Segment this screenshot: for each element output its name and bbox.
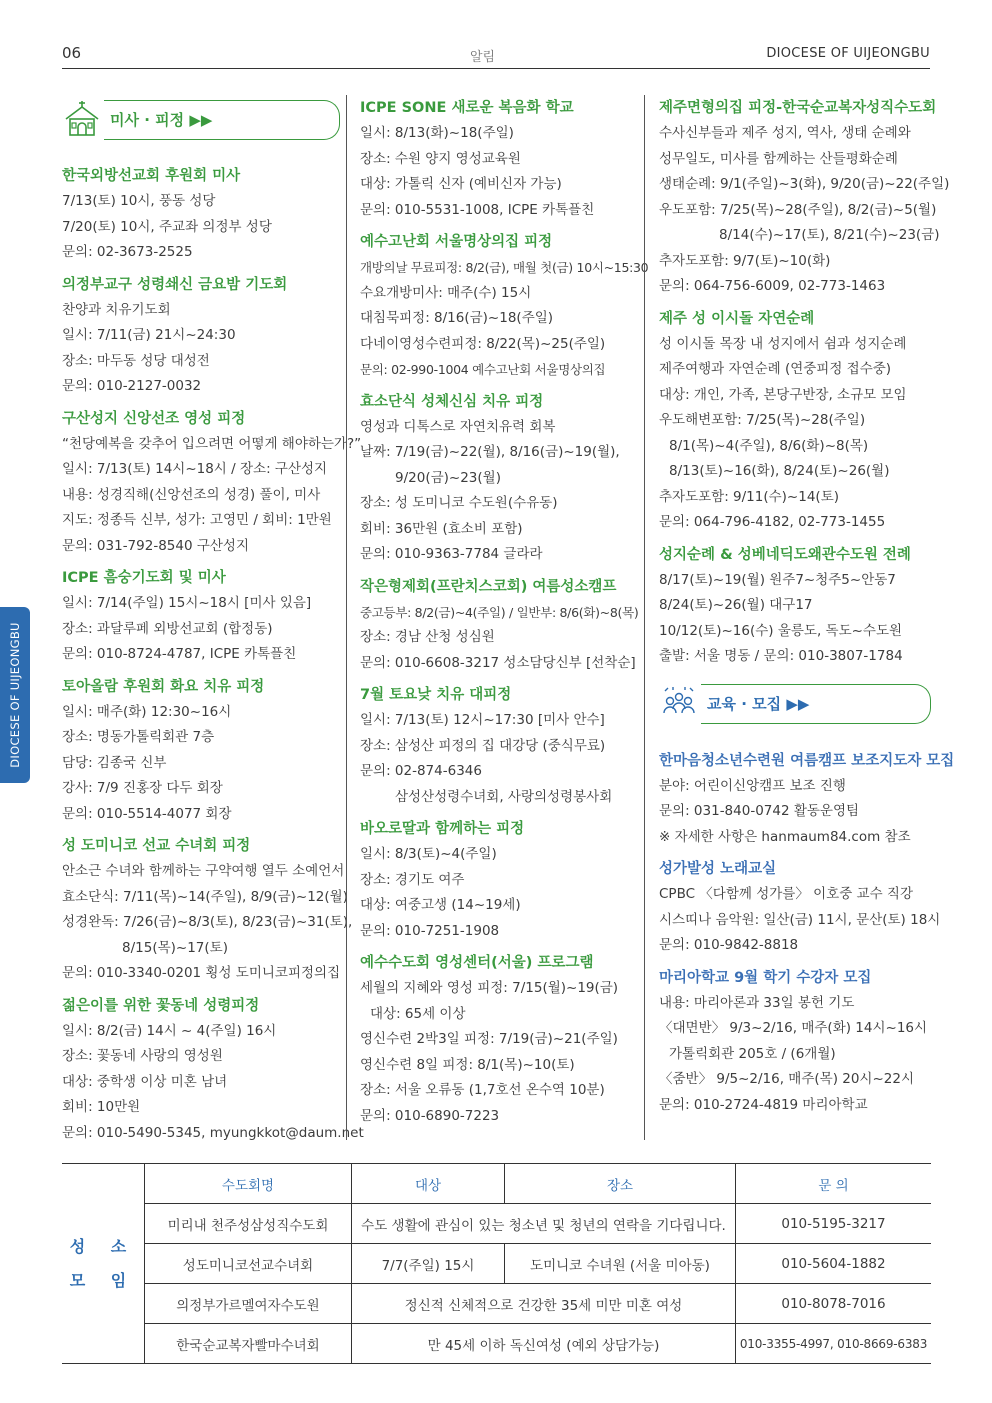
notice-line: 문의: 064-796-4182, 02-773-1455 xyxy=(659,514,886,530)
notice-title: 구산성지 신앙선조 영성 피정 xyxy=(62,410,246,427)
side-label-line-1: 성 소 xyxy=(69,1236,137,1256)
notice-title: 성 도미니코 선교 수녀회 피정 xyxy=(62,838,251,854)
notice-section xyxy=(62,406,362,560)
notice-line: 장소: 과달루페 외방선교회 (합정동) xyxy=(62,620,273,637)
education-recruit-box xyxy=(701,684,931,724)
notice-line: 시스띠나 음악원: 일산(금) 11시, 문산(토) 18시 xyxy=(659,911,941,928)
notice-line: 문의: 010-6890-7223 xyxy=(360,1107,500,1124)
notice-line: 가톨릭회관 205호 / (6개월) xyxy=(669,1045,836,1062)
notice-line: 장소: 성 도미니코 수도원(수유동) xyxy=(360,495,558,511)
column-divider xyxy=(346,95,347,1140)
notice-line: 회비: 36만원 (효소비 포함) xyxy=(360,520,523,537)
notice-line: 문의: 02-990-1004 예수고난회 서울명상의집 xyxy=(360,362,606,377)
table-header-cell: 장소 xyxy=(505,1164,736,1204)
notice-line: 장소: 경기도 여주 xyxy=(360,871,465,888)
notice-line: 문의: 064-756-6009, 02-773-1463 xyxy=(659,278,886,294)
notice-section xyxy=(659,542,931,670)
notice-line: 7/13(토) 10시, 풍동 성당 xyxy=(62,193,216,209)
notice-line: 찬양과 치유기도회 xyxy=(62,301,171,318)
notice-line: 8/15(목)~17(토) xyxy=(122,939,228,956)
header-rule xyxy=(62,68,930,69)
notice-line: 출발: 서울 명동 / 문의: 010-3807-1784 xyxy=(659,648,903,664)
notice-line: 세월의 지혜와 영성 피정: 7/15(월)~19(금) xyxy=(360,980,619,996)
notice-line: 대상: 여중고생 (14~19세) xyxy=(360,897,521,913)
notice-title: 제주면형의집 피정-한국순교복자성직수도회 xyxy=(659,100,937,116)
notice-section xyxy=(62,272,340,400)
church-icon xyxy=(62,99,102,139)
column-1 xyxy=(62,95,364,1152)
notice-line: 일시: 8/2(금) 14시 ~ 4(주일) 16시 xyxy=(62,1022,277,1039)
notice-line: 수요개방미사: 매주(수) 15시 xyxy=(360,284,532,301)
notice-section xyxy=(62,565,340,668)
table-cell-name: 미리내 천주성삼성직수도회 xyxy=(145,1204,352,1244)
col2-sections xyxy=(360,95,649,1129)
notice-section xyxy=(659,95,950,300)
notice-line: 장소: 명동가톨릭회관 7층 xyxy=(62,729,215,745)
column-2 xyxy=(360,95,649,1135)
notice-section xyxy=(659,856,941,959)
notice-line: 문의: 010-3340-0201 횡성 도미니코피정의집 xyxy=(62,965,341,981)
table-cell-place: 도미니코 수녀원 (서울 미아동) xyxy=(505,1244,736,1284)
table-cell-target: 7/7(주일) 15시 xyxy=(352,1244,505,1284)
notice-line: 분야: 어린이신앙캠프 보조 진행 xyxy=(659,777,846,794)
table-cell-name: 성도미니코선교수녀회 xyxy=(145,1244,352,1284)
notice-line: 일시: 7/13(토) 14시~18시 / 장소: 구산성지 xyxy=(62,461,328,477)
table-cell-name: 한국순교복자빨마수녀회 xyxy=(145,1324,352,1364)
notice-line: 〈줌반〉 9/5~2/16, 매주(목) 20시~22시 xyxy=(659,1071,915,1087)
notice-line: 담당: 김종국 신부 xyxy=(62,754,167,771)
side-label-line-2: 모 임 xyxy=(69,1270,137,1290)
notice-title: 제주 성 이시돌 자연순례 xyxy=(659,310,815,327)
notice-line: 일시: 8/13(화)~18(주일) xyxy=(360,125,514,141)
notice-line: 내용: 성경직해(신앙선조의 성경) 풀이, 미사 xyxy=(62,486,321,503)
notice-line: 문의: 010-2724-4819 마리아학교 xyxy=(659,1096,868,1113)
notice-title: 효소단식 성체신심 치유 피정 xyxy=(360,393,544,410)
table-row xyxy=(62,1324,931,1364)
notice-line: 제주여행과 자연순례 (연중피정 접수중) xyxy=(659,361,892,377)
table-cell-contact: 010-5604-1882 xyxy=(736,1244,932,1284)
notice-line: 추자도포함: 9/7(토)~10(화) xyxy=(659,252,831,269)
column-divider xyxy=(644,95,645,1140)
notice-title: 한국외방선교회 후원회 미사 xyxy=(62,168,241,184)
table-cell-detail: 수도 생활에 관심이 있는 청소년 및 청년의 연락을 기다립니다. xyxy=(352,1204,736,1244)
page-number: 06 xyxy=(62,44,82,62)
notice-line: 〈대면반〉 9/3~2/16, 매주(화) 14시~16시 xyxy=(659,1020,928,1036)
notice-line: 영성과 디톡스로 자연치유력 회복 xyxy=(360,418,556,435)
vocation-table xyxy=(62,1163,931,1364)
notice-line: 일시: 7/11(금) 21시~24:30 xyxy=(62,327,236,343)
notice-line: CPBC 〈다함께 성가를〉 이호중 교수 직강 xyxy=(659,886,914,902)
notice-line: 문의: 010-5531-1008, ICPE 카톡플친 xyxy=(360,201,595,218)
notice-line: 일시: 8/3(토)~4(주일) xyxy=(360,846,497,862)
notice-line: 문의: 010-9842-8818 xyxy=(659,937,799,953)
notice-line: 효소단식: 7/11(목)~14(주일), 8/9(금)~12(월) xyxy=(62,888,348,905)
notice-title: 한마음청소년수련원 여름캠프 보조지도자 모집 xyxy=(659,752,955,769)
notice-line: 대상: 중학생 이상 미혼 남녀 xyxy=(62,1073,228,1090)
people-group-icon xyxy=(659,683,699,723)
notice-line: 10/12(토)~16(수) 울릉도, 독도~수도원 xyxy=(659,622,903,639)
notice-line: 내용: 마리아론과 33일 봉헌 기도 xyxy=(659,994,855,1011)
notice-title: 바오로딸과 함께하는 피정 xyxy=(360,821,525,837)
notice-line: 영신수련 8일 피정: 8/1(목)~10(토) xyxy=(360,1056,575,1073)
notice-section xyxy=(62,163,340,266)
notice-title: ICPE 흠숭기도회 및 미사 xyxy=(62,570,226,586)
section-name: 알림 xyxy=(470,50,496,65)
notice-line: 생태순례: 9/1(주일)~3(화), 9/20(금)~22(주일) xyxy=(659,176,950,192)
column-3 xyxy=(659,95,955,1124)
notice-line: 문의: 02-3673-2525 xyxy=(62,244,193,260)
notice-line: 중고등부: 8/2(금)~4(주일) / 일반부: 8/6(화)~8(목) xyxy=(360,604,639,620)
table-header-cell: 문 의 xyxy=(736,1164,932,1204)
notice-section xyxy=(360,229,649,383)
notice-line: ※ 자세한 사항은 hanmaum84.com 참조 xyxy=(659,828,911,845)
notice-line: 다네이영성수련피정: 8/22(목)~25(주일) xyxy=(360,335,606,352)
notice-line: 장소: 꽃동네 사랑의 영성원 xyxy=(62,1048,223,1064)
notice-section xyxy=(659,965,931,1119)
notice-line: 7/20(토) 10시, 주교좌 의정부 성당 xyxy=(62,218,272,235)
notice-line: 문의: 031-792-8540 구산성지 xyxy=(62,537,250,554)
table-header-cell: 수도회명 xyxy=(145,1164,352,1204)
notice-line: 개방의날 무료피정: 8/2(금), 매월 첫(금) 10시~15:30 xyxy=(360,260,649,275)
mass-retreat-label: 미사 · 피정 ▶▶ xyxy=(110,111,213,129)
notice-title: 성가발성 노래교실 xyxy=(659,861,777,877)
notice-line: 장소: 서울 오류동 (1,7호선 온수역 10분) xyxy=(360,1082,605,1098)
notice-line: 날짜: 7/19(금)~22(월), 8/16(금)~19(월), xyxy=(360,444,620,460)
notice-section xyxy=(659,748,955,851)
notice-line: 장소: 삼성산 피정의 집 대강당 (중식무료) xyxy=(360,737,606,754)
table-cell-contact: 010-3355-4997, 010-8669-6383 xyxy=(736,1324,932,1364)
notice-line: 장소: 경남 산청 성심원 xyxy=(360,629,495,645)
col3-sections-a xyxy=(659,95,950,670)
notice-section xyxy=(360,574,639,677)
notice-line: 삼성산성령수녀회, 사랑의성령봉사회 xyxy=(395,788,613,805)
side-tab xyxy=(0,607,30,783)
notice-title: 작은형제회(프란치스코회) 여름성소캠프 xyxy=(360,578,617,595)
notice-line: 대상: 65세 이상 xyxy=(370,1005,466,1022)
notice-line: 성 이시돌 목장 내 성지에서 쉼과 성지순례 xyxy=(659,335,907,352)
notice-line: 문의: 010-2127-0032 xyxy=(62,378,202,394)
notice-title: 토아올람 후원회 화요 치유 피정 xyxy=(62,678,265,695)
notice-line: 문의: 02-874-6346 xyxy=(360,763,482,779)
notice-line: 문의: 010-5514-4077 회장 xyxy=(62,805,232,822)
publisher-name: DIOCESE OF UIJEONGBU xyxy=(766,46,930,61)
notice-line: “천당예복을 갖추어 입으려면 어떻게 해야하는가?” xyxy=(62,435,362,452)
notice-line: 8/14(수)~17(토), 8/21(수)~23(금) xyxy=(719,227,940,243)
notice-section xyxy=(360,389,636,568)
table-cell-contact: 010-8078-7016 xyxy=(736,1284,932,1324)
notice-title: 7월 토요낮 치유 대피정 xyxy=(360,687,512,703)
notice-line: 강사: 7/9 진홍장 다두 회장 xyxy=(62,780,223,796)
notice-line: 장소: 수원 양지 영성교육원 xyxy=(360,150,521,167)
notice-title: 성지순례 & 성베네딕도왜관수도원 전례 xyxy=(659,546,911,563)
notice-line: 8/13(토)~16(화), 8/24(토)~26(월) xyxy=(669,463,890,479)
notice-line: 8/17(토)~19(월) 원주7~청주5~안동7 xyxy=(659,571,896,588)
education-recruit-label: 교육 · 모집 ▶▶ xyxy=(707,694,810,713)
col3-sections-b xyxy=(659,748,955,1119)
notice-line: 장소: 마두동 성당 대성전 xyxy=(62,352,210,369)
notice-section xyxy=(62,674,340,828)
vocation-side-label xyxy=(62,1164,145,1364)
notice-line: 문의: 010-8724-4787, ICPE 카톡플친 xyxy=(62,646,297,662)
notice-section xyxy=(62,993,364,1147)
notice-section xyxy=(360,682,636,810)
side-tab-label: DIOCESE OF UIJEONGBU xyxy=(8,622,22,768)
notice-line: 우도해변포함: 7/25(목)~28(주일) xyxy=(659,412,866,428)
notice-line: 성무일도, 미사를 함께하는 산들평화순례 xyxy=(659,150,898,167)
table-row xyxy=(62,1244,931,1284)
notice-line: 문의: 010-6608-3217 성소담당신부 [선착순] xyxy=(360,654,636,671)
table-row xyxy=(62,1204,931,1244)
notice-line: 회비: 10만원 xyxy=(62,1099,141,1115)
table-cell-detail: 정신적 신체적으로 건강한 35세 미만 미혼 여성 xyxy=(352,1284,736,1324)
notice-line: 추자도포함: 9/11(수)~14(토) xyxy=(659,488,839,505)
notice-line: 우도포함: 7/25(목)~28(주일), 8/2(금)~5(월) xyxy=(659,201,937,218)
table-cell-name: 의정부가르멜여자수도원 xyxy=(145,1284,352,1324)
notice-section xyxy=(62,833,353,987)
notice-line: 일시: 7/14(주일) 15시~18시 [미사 있음] xyxy=(62,595,312,611)
notice-line: 대상: 가톨릭 신자 (예비신자 가능) xyxy=(360,176,562,192)
notice-line: 문의: 010-9363-7784 글라라 xyxy=(360,546,543,562)
notice-line: 수사신부들과 제주 성지, 역사, 생태 순례와 xyxy=(659,125,911,141)
notice-line: 성경완독: 7/26(금)~8/3(토), 8/23(금)~31(토), xyxy=(62,914,353,930)
notice-section xyxy=(360,950,636,1129)
notice-line: 문의: 031-840-0742 활동운영팀 xyxy=(659,803,860,819)
notice-line: 영신수련 2박3일 피정: 7/19(금)~21(주일) xyxy=(360,1031,618,1047)
notice-line: 지도: 정종득 신부, 성가: 고영민 / 회비: 1만원 xyxy=(62,512,332,528)
notice-title: 젊은이를 위한 꽃동네 성령피정 xyxy=(62,997,260,1014)
notice-title: 의정부교구 성령쇄신 금요밤 기도회 xyxy=(62,276,288,293)
notice-title: ICPE SONE 새로운 복음화 학교 xyxy=(360,100,574,116)
table-cell-detail: 만 45세 이하 독신여성 (예외 상담가능) xyxy=(352,1324,736,1364)
notice-line: 대침묵피정: 8/16(금)~18(주일) xyxy=(360,310,554,326)
notice-line: 문의: 010-7251-1908 xyxy=(360,922,500,939)
notice-title: 예수고난회 서울명상의집 피정 xyxy=(360,234,553,250)
notice-line: 9/20(금)~23(월) xyxy=(395,469,501,486)
notice-line: 일시: 7/13(토) 12시~17:30 [미사 안수] xyxy=(360,712,605,728)
notice-line: 8/24(토)~26(월) 대구17 xyxy=(659,597,813,613)
table-cell-contact: 010-5195-3217 xyxy=(736,1204,932,1244)
notice-section xyxy=(360,816,636,944)
col1-sections xyxy=(62,163,364,1146)
notice-line: 안소근 수녀와 함께하는 구약여행 열두 소예언서 xyxy=(62,863,345,879)
notice-title: 예수수도회 영성센터(서울) 프로그램 xyxy=(360,955,594,971)
mass-retreat-box xyxy=(104,100,340,140)
notice-line: 대상: 개인, 가족, 본당구반장, 소규모 모임 xyxy=(659,386,907,403)
notice-title: 마리아학교 9월 학기 수강자 모집 xyxy=(659,969,872,986)
notice-line: 문의: 010-5490-5345, myungkkot@daum.net xyxy=(62,1124,364,1141)
notice-line: 8/1(목)~4(주일), 8/6(화)~8(목) xyxy=(669,437,869,454)
table-header-cell: 대상 xyxy=(352,1164,505,1204)
notice-section xyxy=(659,306,931,536)
notice-line: 일시: 매주(화) 12:30~16시 xyxy=(62,703,232,720)
notice-section xyxy=(360,95,636,223)
table-row xyxy=(62,1284,931,1324)
table-header-row xyxy=(62,1164,931,1204)
